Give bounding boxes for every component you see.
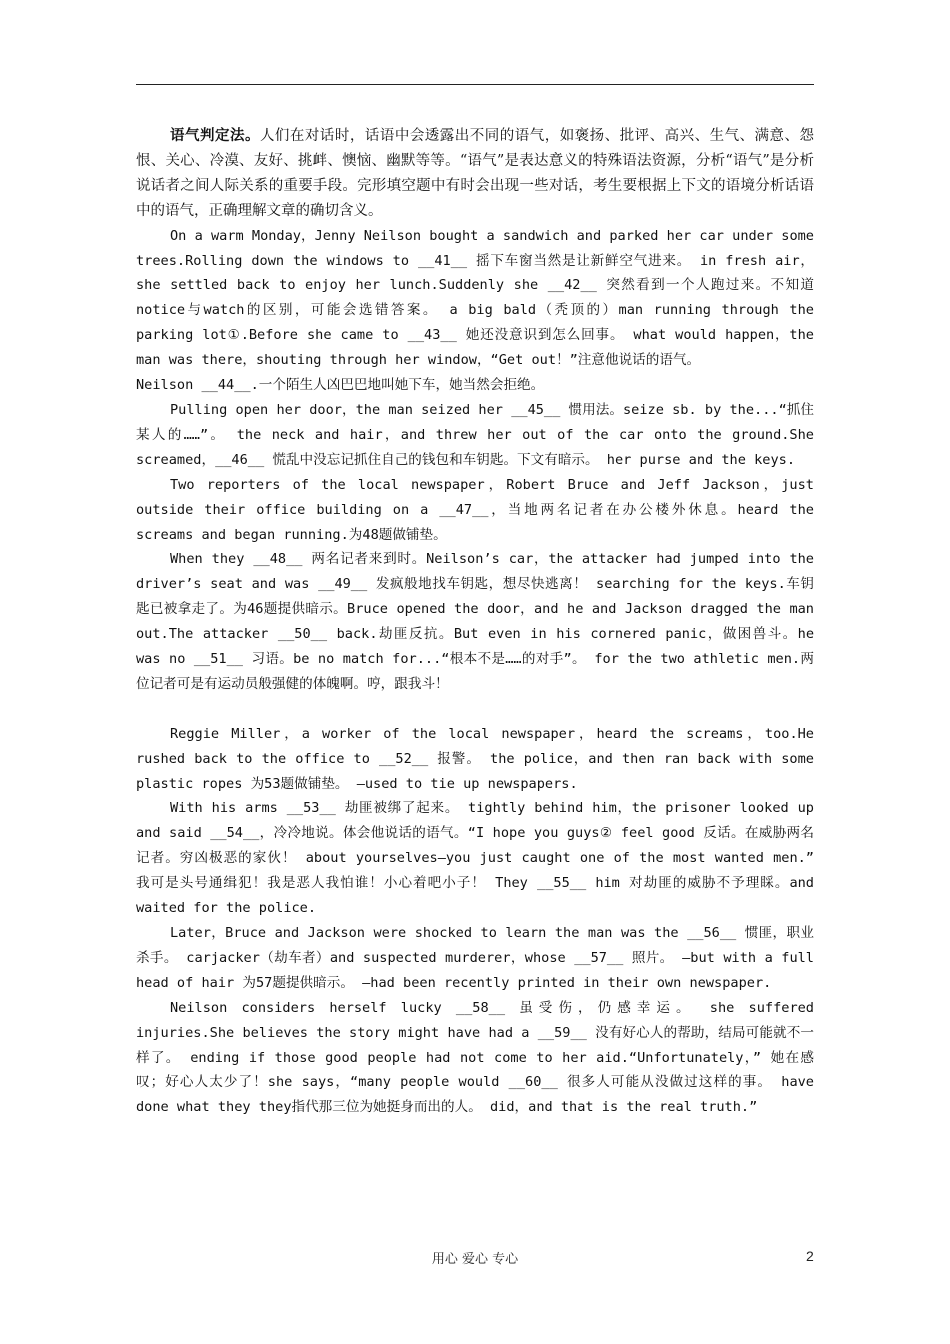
intro-paragraph	[136, 124, 814, 224]
blank-line	[136, 697, 814, 722]
paragraph-3: Pulling open her door，the man seized her __45__ 惯用法。seize sb. by the...“抓住某人的……”。 the neck and hair，and threw her out of the car onto the ground.She screamed，__46__ 慌乱中没忘记抓住自己的钱包和车钥匙。下文有暗示。 her purse and the keys.	[136, 401, 814, 468]
paragraph-8: Later，Bruce and Jackson were shocked to learn the man was the __56__ 惯匪，职业杀手。 carjacker（劫车者）and suspected murderer，whose __57__ 照片。 —but with a full head of hair 为57题提供暗示。 —had been recently printed in their own newspaper.	[136, 924, 814, 991]
paragraph-7: With his arms __53__ 劫匪被绑了起来。 tightly behind him，the prisoner looked up and said __54__，冷冷地说。体会他说话的语气。“I hope you guys② feel good 反话。在威胁两名记者。穷凶极恶的家伙！ about yourselves—you just caught one of the most wanted men.” 我可是头号通缉犯！我是恶人我怕谁！小心着吧小子！ They __55__ him 对劫匪的威胁不予理睬。and waited for the police.	[136, 800, 814, 917]
paragraph-2: Neilson __44__.一个陌生人凶巴巴地叫她下车，她当然会拒绝。	[136, 377, 545, 394]
header-rule	[136, 84, 814, 85]
paragraph-9: Neilson considers herself lucky __58__ 虽受伤，仍感幸运。 she suffered injuries.She believes the story might have had a __59__ 没有好心人的帮助，结局可能就不一样了。 ending if those good people had not come to her aid.“Unfortunately，” 她在感叹；好心人太少了！she says，“many people would __60__ 很多人可能从没做过这样的事。 have done what they they指代那三位为她挺身而出的人。 did，and that is the real truth.”	[136, 999, 814, 1116]
footer-slogan: 用心 爱心 专心	[431, 1252, 519, 1267]
paragraph-5: When they __48__ 两名记者来到时。Neilson’s car，the attacker had jumped into the driver’s seat and was __49__ 发疯般地找车钥匙，想尽快逃离！ searching for the keys.车钥匙已被拿走了。为46题提供暗示。Bruce opened the door，and he and Jackson dragged the man out.The attacker __50__ back.劫匪反抗。But even in his cornered panic，做困兽斗。he was no __51__ 习语。be no match for...“根本不是……的对手”。 for the two athletic men.两位记者可是有运动员般强健的体魄啊。哼，跟我斗！	[136, 551, 814, 692]
paragraph-1: On a warm Monday，Jenny Neilson bought a sandwich and parked her car under some trees.Rolling down the windows to __41__ 摇下车窗当然是让新鲜空气进来。 in fresh air，she settled back to enjoy her lunch.Suddenly she __42__ 突然看到一个人跑过来。不知道notice与watch的区别，可能会选错答案。 a big bald（秃顶的）man running through the parking lot①.Before she came to __43__ 她还没意识到怎么回事。 what would happen，the man was there，shouting through her window，“Get out！”注意他说话的语气。	[136, 227, 814, 369]
intro-bold-label: 语气判定法。	[170, 127, 260, 144]
document-body	[136, 124, 814, 1120]
paragraph-6: Reggie Miller，a worker of the local newspaper，heard the screams，too.He rushed back to the office to __52__ 报警。 the police，and then ran back with some plastic ropes 为53题做铺垫。 —used to tie up newspapers.	[136, 725, 814, 792]
intro-text: 人们在对话时，话语中会透露出不同的语气，如褒扬、批评、高兴、生气、满意、怨恨、关心、冷漠、友好、挑衅、懊恼、幽默等等。“语气”是表达意义的特殊语法资源，分析“语气”是分析说话者之间人际关系的重要手段。完形填空题中有时会出现一些对话，考生要根据上下文的语境分析话语中的语气，正确理解文章的确切含义。	[136, 128, 815, 219]
page-number: 2	[806, 1248, 814, 1264]
paragraph-4: Two reporters of the local newspaper，Robert Bruce and Jeff Jackson，just outside their office building on a __47__，当地两名记者在办公楼外休息。heard the screams and began running.为48题做铺垫。	[136, 476, 814, 543]
